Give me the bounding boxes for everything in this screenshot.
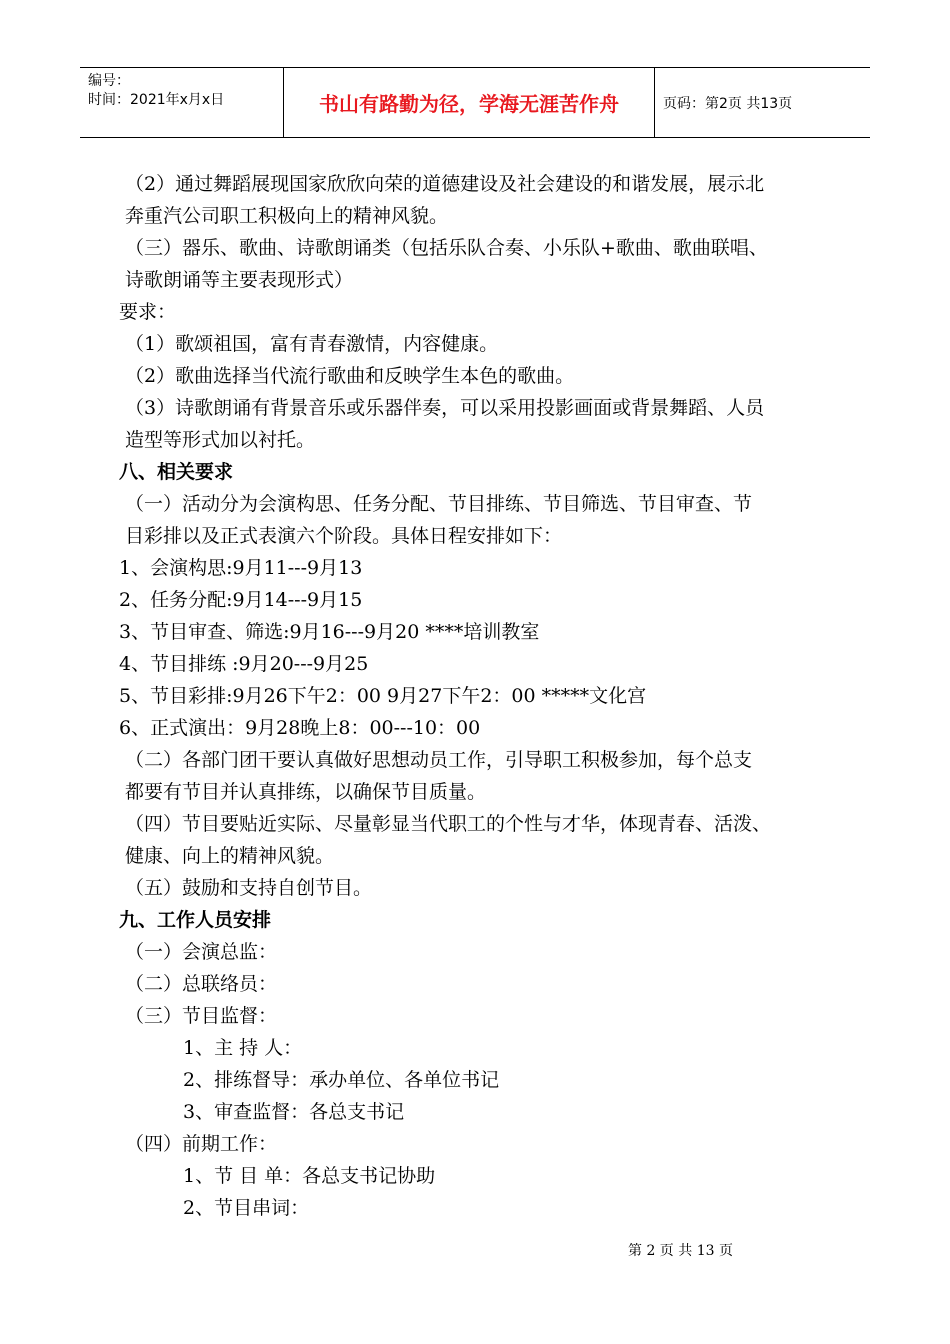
- body-line: 1、会演构思:9月11---9月13: [119, 557, 363, 579]
- body-line: 2、任务分配:9月14---9月15: [119, 589, 363, 611]
- body-line: 诗歌朗诵等主要表现形式）: [125, 269, 354, 291]
- body-line: （一）活动分为会演构思、任务分配、节目排练、节目筛选、节目审查、节: [125, 493, 753, 515]
- body-line: 1、主 持 人：: [183, 1037, 303, 1059]
- body-line: 奔重汽公司职工积极向上的精神风貌。: [125, 205, 449, 227]
- body-line: （2）通过舞蹈展现国家欣欣向荣的道德建设及社会建设的和谐发展，展示北: [125, 173, 765, 195]
- body-line: 都要有节目并认真排练，以确保节目质量。: [125, 781, 487, 803]
- body-line: 目彩排以及正式表演六个阶段。具体日程安排如下：: [125, 525, 563, 547]
- body-line: （1）歌颂祖国，富有青春激情，内容健康。: [125, 333, 499, 355]
- body-line: 1、节 目 单：各总支书记协助: [183, 1165, 436, 1187]
- body-line: 6、正式演出：9月28晚上8：00---10：00: [119, 717, 481, 739]
- document-number-label: 编号：: [88, 73, 130, 89]
- body-line: （五）鼓励和支持自创节目。: [125, 877, 373, 899]
- body-line: （四）节目要贴近实际、尽量彰显当代职工的个性与才华，体现青春、活泼、: [125, 813, 772, 835]
- document-body: [119, 168, 879, 1224]
- body-line: （一）会演总监：: [125, 941, 278, 963]
- header-motto: 书山有路勤为径，学海无涯苦作舟: [283, 68, 655, 137]
- body-line: （四）前期工作：: [125, 1133, 278, 1155]
- body-line: （三）节目监督：: [125, 1005, 278, 1027]
- body-line: （2）歌曲选择当代流行歌曲和反映学生本色的歌曲。: [125, 365, 575, 387]
- body-line: 健康、向上的精神风貌。: [125, 845, 335, 867]
- body-line: 5、节目彩排:9月26下午2：00 9月27下午2：00 *****文化宫: [119, 685, 647, 707]
- body-line: 3、节目审查、筛选:9月16---9月20 ****培训教室: [119, 621, 540, 643]
- page-header: [80, 67, 870, 138]
- body-line: （三）器乐、歌曲、诗歌朗诵类（包括乐队合奏、小乐队+歌曲、歌曲联唱、: [125, 237, 768, 259]
- body-line: 要求：: [119, 301, 177, 323]
- body-line: 造型等形式加以衬托。: [125, 429, 316, 451]
- section-heading: 九、工作人员安排: [119, 909, 272, 931]
- page-footer: 第 2 页 共 13 页: [628, 1243, 733, 1259]
- header-meta: [80, 68, 283, 137]
- body-line: 2、排练督导：承办单位、各单位书记: [183, 1069, 500, 1091]
- body-line: 4、节目排练 :9月20---9月25: [119, 653, 369, 675]
- header-page-number: 页码：第2页 共13页: [663, 95, 793, 112]
- body-line: （3）诗歌朗诵有背景音乐或乐器伴奏，可以采用投影画面或背景舞蹈、人员: [125, 397, 765, 419]
- section-heading: 八、相关要求: [119, 461, 234, 483]
- body-line: 2、节目串词：: [183, 1197, 310, 1219]
- body-line: 3、审查监督：各总支书记: [183, 1101, 405, 1123]
- body-line: （二）各部门团干要认真做好思想动员工作，引导职工积极参加，每个总支: [125, 749, 753, 771]
- body-line: （二）总联络员：: [125, 973, 278, 995]
- document-date-label: 时间：2021年x月x日: [88, 92, 225, 108]
